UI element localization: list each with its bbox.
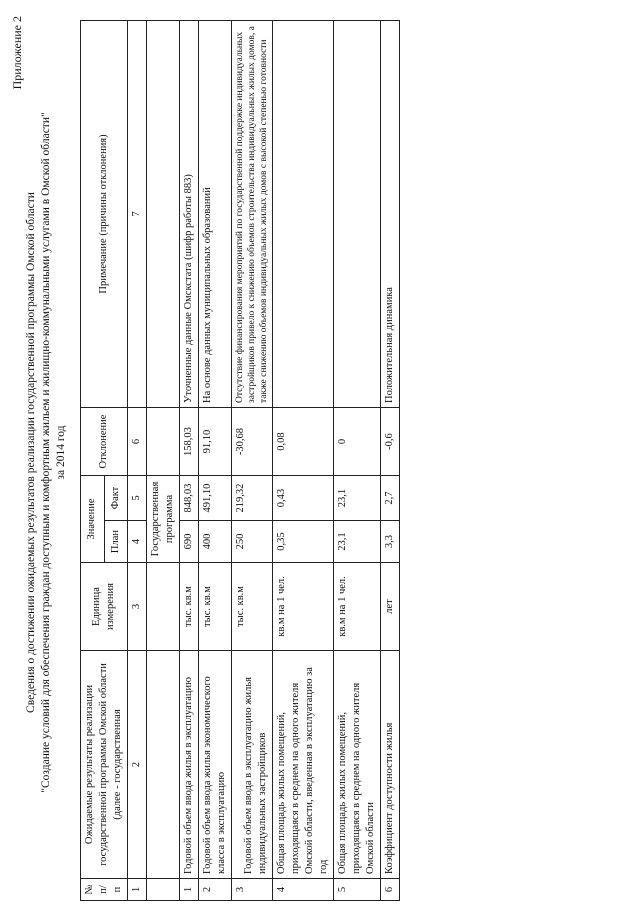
row-plan: 250 [232, 521, 273, 563]
column-number: 7 [128, 21, 147, 408]
row-indicator: Годовой объем ввода в эксплуатацию жилья индивидуальных застройщиков [232, 651, 273, 879]
row-unit: кв.м на 1 чел. [334, 563, 381, 651]
table-row [273, 21, 334, 901]
header-num: № п/п [81, 879, 128, 901]
header-unit: Единица измерения [81, 563, 128, 651]
table-row [232, 21, 273, 901]
title-line-3: за 2014 год [55, 425, 67, 480]
row-indicator: Общая площадь жилых помещений, приходящаяся в среднем на одного жителя Омской области, введенная в эксплуатацию за год [273, 651, 334, 879]
document-title [24, 0, 69, 905]
row-fact: 848,03 [180, 476, 199, 521]
row-num: 2 [199, 879, 232, 901]
column-number: 1 [128, 879, 147, 901]
row-deviation: -0,6 [381, 408, 400, 476]
column-number: 2 [128, 651, 147, 879]
row-unit: тыс. кв.м [232, 563, 273, 651]
row-unit: кв.м на 1 чел. [273, 563, 334, 651]
row-unit: тыс. кв.м [180, 563, 199, 651]
row-unit: тыс. кв.м [199, 563, 232, 651]
header-note: Примечание (причины отклонения) [81, 21, 128, 408]
row-fact: 0,43 [273, 476, 334, 521]
row-deviation: 91,10 [199, 408, 232, 476]
row-num: 3 [232, 879, 273, 901]
row-num: 1 [180, 879, 199, 901]
row-note: Отсутствие финансирования мероприятий по государственной поддержке индивидуальных застройщиков привело к снижению объемов строительства индивидуальных жилых домов, а также снижению объемов индивидуальных жилых домов с высокой степенью готовности [232, 21, 273, 408]
header-indicator: Ожидаемые результаты реализации государственной программы Омской области (далее - государственная [81, 651, 128, 879]
row-note: Уточненные данные Омскстата (шифр работы 883) [180, 21, 199, 408]
header-value: Значение [81, 476, 105, 563]
row-fact: 219,32 [232, 476, 273, 521]
row-num: 4 [273, 879, 334, 901]
row-deviation: 0,08 [273, 408, 334, 476]
header-fact: Факт [104, 476, 128, 521]
annex-label: Приложение 2 [10, 16, 24, 90]
row-deviation: 0 [334, 408, 381, 476]
row-note [273, 21, 334, 408]
title-line-2: "Создание условий для обеспечения граждан доступным и комфортным жильем и жилищно-коммунальными услугами в Омской области" [40, 112, 52, 793]
table-row [180, 21, 199, 901]
row-note [334, 21, 381, 408]
title-line-1: Сведения о достижении ожидаемых результатов реализации государственной программы Омской области [25, 192, 37, 713]
header-plan: План [104, 521, 128, 563]
row-fact: 2,7 [381, 476, 400, 521]
program-row [147, 21, 180, 901]
row-note: Положительная динамика [381, 21, 400, 408]
row-num: 5 [334, 879, 381, 901]
row-fact: 23,1 [334, 476, 381, 521]
row-indicator: Годовой объем ввода жилья экономического класса в эксплуатацию [199, 651, 232, 879]
row-unit: лет [381, 563, 400, 651]
row-indicator: Коэффициент доступности жилья [381, 651, 400, 879]
header-deviation: Отклонение [81, 408, 128, 476]
results-table [80, 20, 400, 901]
row-note: На основе данных муниципальных образований [199, 21, 232, 408]
row-plan: 23,1 [334, 521, 381, 563]
table-row [199, 21, 232, 901]
row-deviation: 158,03 [180, 408, 199, 476]
row-num: 6 [381, 879, 400, 901]
row-plan: 3,3 [381, 521, 400, 563]
row-plan: 0,35 [273, 521, 334, 563]
table-row [381, 21, 400, 901]
row-deviation: -30,68 [232, 408, 273, 476]
row-plan: 400 [199, 521, 232, 563]
row-indicator: Годовой объем ввода жилья в эксплуатацию [180, 651, 199, 879]
column-number: 4 [128, 521, 147, 563]
column-number: 6 [128, 408, 147, 476]
row-fact: 491,10 [199, 476, 232, 521]
row-plan: 690 [180, 521, 199, 563]
table-row [334, 21, 381, 901]
program-label: Государственная программа [147, 476, 180, 563]
column-number: 3 [128, 563, 147, 651]
row-indicator: Общая площадь жилых помещений, приходящаяся в среднем на одного жителя Омской области [334, 651, 381, 879]
column-number: 5 [128, 476, 147, 521]
